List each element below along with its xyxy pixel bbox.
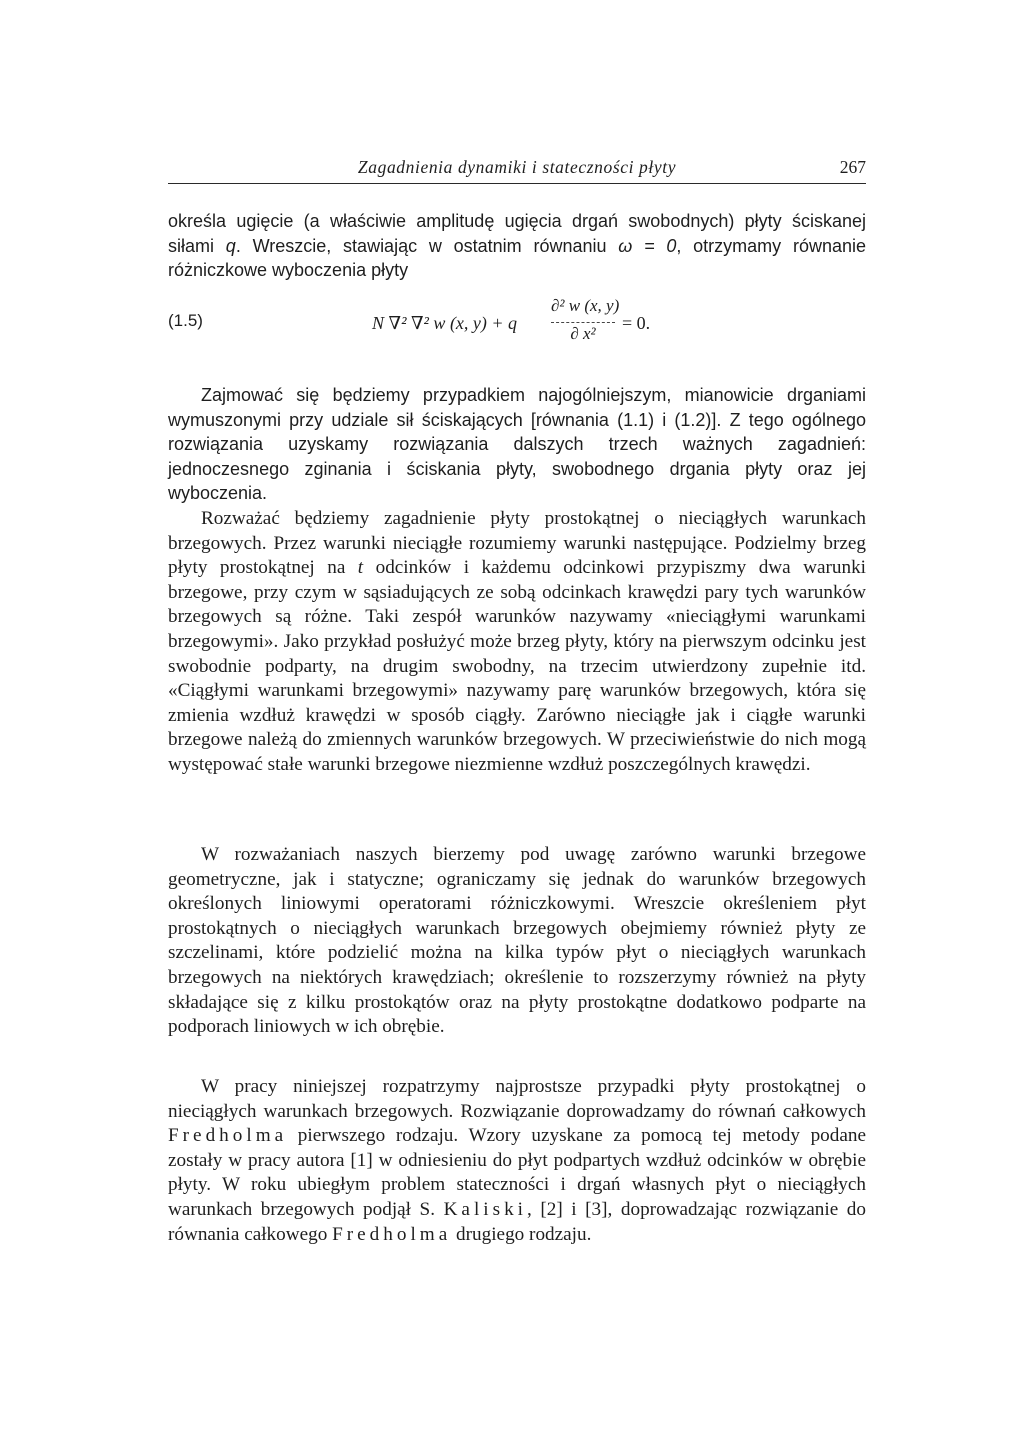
paragraph-2-text-b: odcinków i każdemu odcinkowi przypiszmy dwa warunki brzegowe, przy czym w sąsiadujących ze sobą odcinkach krawędzi pary tych warunków brzegowych są różne. Taki zespół warunków nazywamy «nieciągłymi warunkami brzegowymi». Jako przykład posłużyć może brzeg płyty, który na pierwszym odcinku jest swobodnie podparty, na drugim swobodny, na trzecim utwierdzony zupełnie itd. «Ciągłymi warunkami brzegowymi» nazywamy parę warunków brzegowych, która się zmienia wzdłuż krawędzi w sposób ciągły. Zarówno nieciągłe jak i ciągłe warunki brzegowe należą do zmiennych warunków brzegowych. W przeciwieństwie do nich mogą występować stałe warunki brzegowe niezmienne wzdłuż poszczególnych krawędzi. — [168, 557, 867, 775]
paragraph-4-text-c: , [2] i [3], doprowadzając rozwiązanie do równania całkowego — [168, 1198, 866, 1245]
page-number: 267 — [839, 157, 866, 177]
author-name-fredholm-2: Fredholma — [332, 1223, 452, 1245]
intro-text-1: określa ugięcie (a właściwie amplitudę ugięcia drgań swobodnych) płyty ściskanej siłami — [168, 211, 866, 256]
intro-text-2: . Wreszcie, stawiając w ostatnim równaniu — [235, 235, 619, 256]
equation-number: (1.5) — [168, 311, 203, 330]
fraction-bar — [551, 322, 615, 323]
paragraph-3: W rozważaniach naszych bierzemy pod uwagę zarówno warunki brzegowe geometryczne, jak i statyczne; ograniczamy się jednak do warunków brzegowych określonych liniowymi operatorami różniczkowymi. Wreszcie określeniem płyt prostokątnych o nieciągłych warunkach brzegowych obejmiemy również płyty ze szczelinami, które podzielić można na kilka typów płyt o nieciągłych warunkach brzegowych na niektórych krawędziach; określenie to rozszerzymy również na płyty składające się z kilku prostokątów oraz na płyty prostokątne dodatkowo podparte na podporach liniowych w ich obrębie. — [168, 844, 866, 1038]
paragraph-4-text-a: W pracy niniejszej rozpatrzymy najprostsze przypadki płyty prostokątnej o nieciągłych warunkach brzegowych. Rozwiązanie doprowadzamy do równań całkowych — [168, 1076, 866, 1122]
equation-lhs: N ∇² ∇² w (x, y) + q — [372, 313, 518, 333]
paragraph-2-text-a: Rozważać będziemy zagadnienie płyty prostokątnej o nieciągłych warunkach brzegowych. Przez warunki nieciągłe rozumiemy warunki następujące. Podzielmy brzeg płyty prostokątnej na — [168, 508, 866, 579]
paragraph-4-text-d: drugiego rodzaju. — [451, 1223, 592, 1245]
paragraph-2 — [168, 507, 866, 778]
author-name-kaliski: Kaliski — [443, 1198, 528, 1220]
fraction-numerator: ∂² w (x, y) — [551, 296, 620, 315]
fraction-denominator: ∂ x² — [570, 324, 596, 343]
running-head-title: Zagadnienia dynamiki i stateczności płyty — [357, 157, 677, 177]
symbol-q: q — [225, 235, 236, 256]
symbol-t: t — [357, 557, 364, 579]
intro-paragraph — [168, 209, 866, 283]
intro-text-3: , otrzymamy równanie różniczkowe wyboczenia płyty — [168, 235, 867, 281]
running-head — [168, 155, 866, 184]
author-name-fredholm: Fredholma — [168, 1125, 288, 1147]
equation-1-5 — [372, 296, 692, 366]
paragraph-4-text-b: pierwszego rodzaju. Wzory uzyskane za pomocą tej metody podane zostały w pracy autora [1] w odniesieniu do płyt podpartych wzdłuż odcinków w obrębie płyty. W roku ubiegłym problem stateczności i drgań własnych płyt o nieciągłych warunkach brzegowych podjął S. — [168, 1125, 866, 1220]
paragraph-4 — [168, 1075, 866, 1247]
omega-equation: ω = 0 — [618, 235, 677, 256]
equation-rhs: = 0. — [622, 313, 651, 333]
paragraph-1: Zajmować się będziemy przypadkiem najogólniejszym, mianowicie drganiami wymuszonymi przy udziale sił ściskających [równania (1.1) i (1.2)]. Z tego ogólnego rozwiązania uzyskamy rozwiązania dalszych trzech ważnych zagadnień: jednoczesnego zginania i ściskania płyty, swobodnego drgania płyty oraz jej wyboczenia. — [168, 385, 866, 504]
